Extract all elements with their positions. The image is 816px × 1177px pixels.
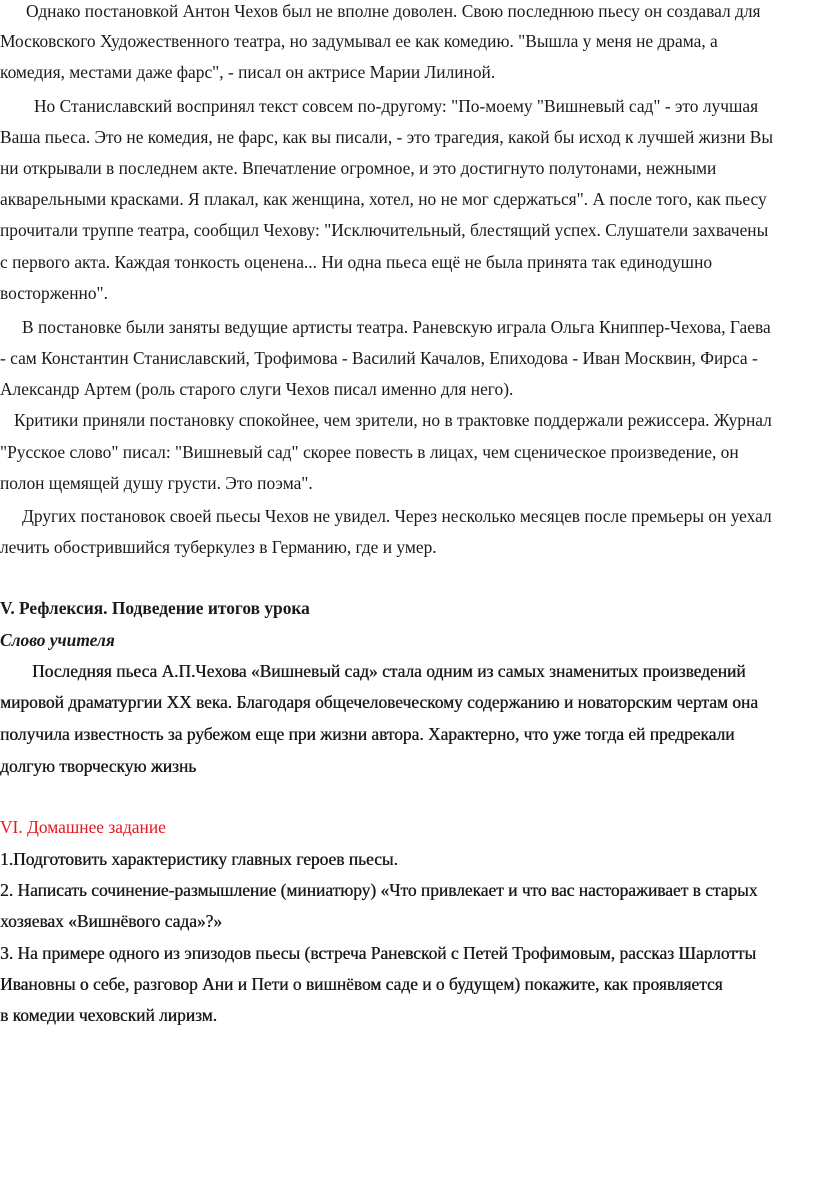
paragraph-5-line-1: Других постановок своей пьесы Чехов не увидел. Через несколько месяцев после премьеры он уехал bbox=[22, 506, 772, 526]
section-5-text-line-4: долгую творческую жизнь bbox=[0, 756, 197, 776]
homework-item-1: 1.Подготовить характеристику главных героев пьесы. bbox=[0, 849, 398, 869]
paragraph-1-line-2: Московского Художественного театра, но задумывал ее как комедию. "Вышла у меня не драма, а bbox=[0, 31, 718, 51]
paragraph-3-line-2: - сам Константин Станиславский, Трофимова - Василий Качалов, Епиходова - Иван Москвин, Фирса - bbox=[0, 348, 758, 368]
paragraph-1-line-1: Однако постановкой Антон Чехов был не вполне доволен. Свою последнюю пьесу он создавал для bbox=[26, 1, 761, 21]
paragraph-3-line-1: В постановке были заняты ведущие артисты театра. Раневскую играла Ольга Книппер-Чехова, Гаева bbox=[22, 317, 771, 337]
section-6-heading: VI. Домашнее задание bbox=[0, 817, 166, 837]
section-5-text-line-3: получила известность за рубежом еще при жизни автора. Характерно, что уже тогда ей предрекали bbox=[0, 724, 735, 744]
paragraph-2-line-6: с первого акта. Каждая тонкость оценена... Ни одна пьеса ещё не была принята так единодушно bbox=[0, 252, 713, 272]
paragraph-4-line-2: "Русское слово" писал: "Вишневый сад" скорее повесть в лицах, чем сценическое произведение, он bbox=[0, 442, 739, 462]
paragraph-2-line-2: Ваша пьеса. Это не комедия, не фарс, как вы писали, - это трагедия, какой бы исход к лучшей жизни Вы bbox=[0, 127, 774, 147]
homework-item-2-line-2: хозяевах «Вишнёвого сада»?» bbox=[0, 911, 222, 931]
paragraph-2-line-7: восторженно". bbox=[0, 283, 108, 303]
section-5-subheading: Слово учителя bbox=[0, 630, 115, 650]
homework-item-2-line-1: 2. Написать сочинение-размышление (миниатюру) «Что привлекает и что вас настораживает в старых bbox=[0, 880, 758, 900]
paragraph-5-line-2: лечить обострившийся туберкулез в Германию, где и умер. bbox=[0, 537, 437, 557]
section-5-text-line-1: Последняя пьеса А.П.Чехова «Вишневый сад» стала одним из самых знаменитых произведений bbox=[32, 661, 746, 681]
paragraph-2-line-5: прочитали труппе театра, сообщил Чехову: "Исключительный, блестящий успех. Слушатели захвачены bbox=[0, 220, 769, 240]
paragraph-2-line-1: Но Станиславский воспринял текст совсем по-другому: "По-моему "Вишневый сад" - это лучшая bbox=[34, 96, 759, 116]
homework-item-3-line-3: в комедии чеховский лиризм. bbox=[0, 1005, 217, 1025]
paragraph-2-line-4: акварельными красками. Я плакал, как женщина, хотел, но не мог сдержаться". А после того, как пьесу bbox=[0, 189, 767, 209]
paragraph-4-line-3: полон щемящей душу грусти. Это поэма". bbox=[0, 473, 313, 493]
section-5-text-line-2: мировой драматургии XX века. Благодаря общечеловеческому содержанию и новаторским чертам она bbox=[0, 692, 758, 712]
section-5-heading: V. Рефлексия. Подведение итогов урока bbox=[0, 598, 310, 618]
homework-item-3-line-1: 3. На примере одного из эпизодов пьесы (встреча Раневской с Петей Трофимовым, рассказ Шарлотты bbox=[0, 943, 757, 963]
paragraph-4-line-1: Критики приняли постановку спокойнее, чем зрители, но в трактовке поддержали режиссера. Журнал bbox=[14, 410, 772, 430]
paragraph-1-line-3: комедия, местами даже фарс", - писал он актрисе Марии Лилиной. bbox=[0, 62, 496, 82]
homework-item-3-line-2: Ивановны о себе, разговор Ани и Пети о вишнёвом саде и о будущем) покажите, как проявляется bbox=[0, 974, 723, 994]
paragraph-2-line-3: ни открывали в последнем акте. Впечатление огромное, и это достигнуто полутонами, нежными bbox=[0, 158, 717, 178]
paragraph-3-line-3: Александр Артем (роль старого слуги Чехов писал именно для него). bbox=[0, 379, 514, 399]
